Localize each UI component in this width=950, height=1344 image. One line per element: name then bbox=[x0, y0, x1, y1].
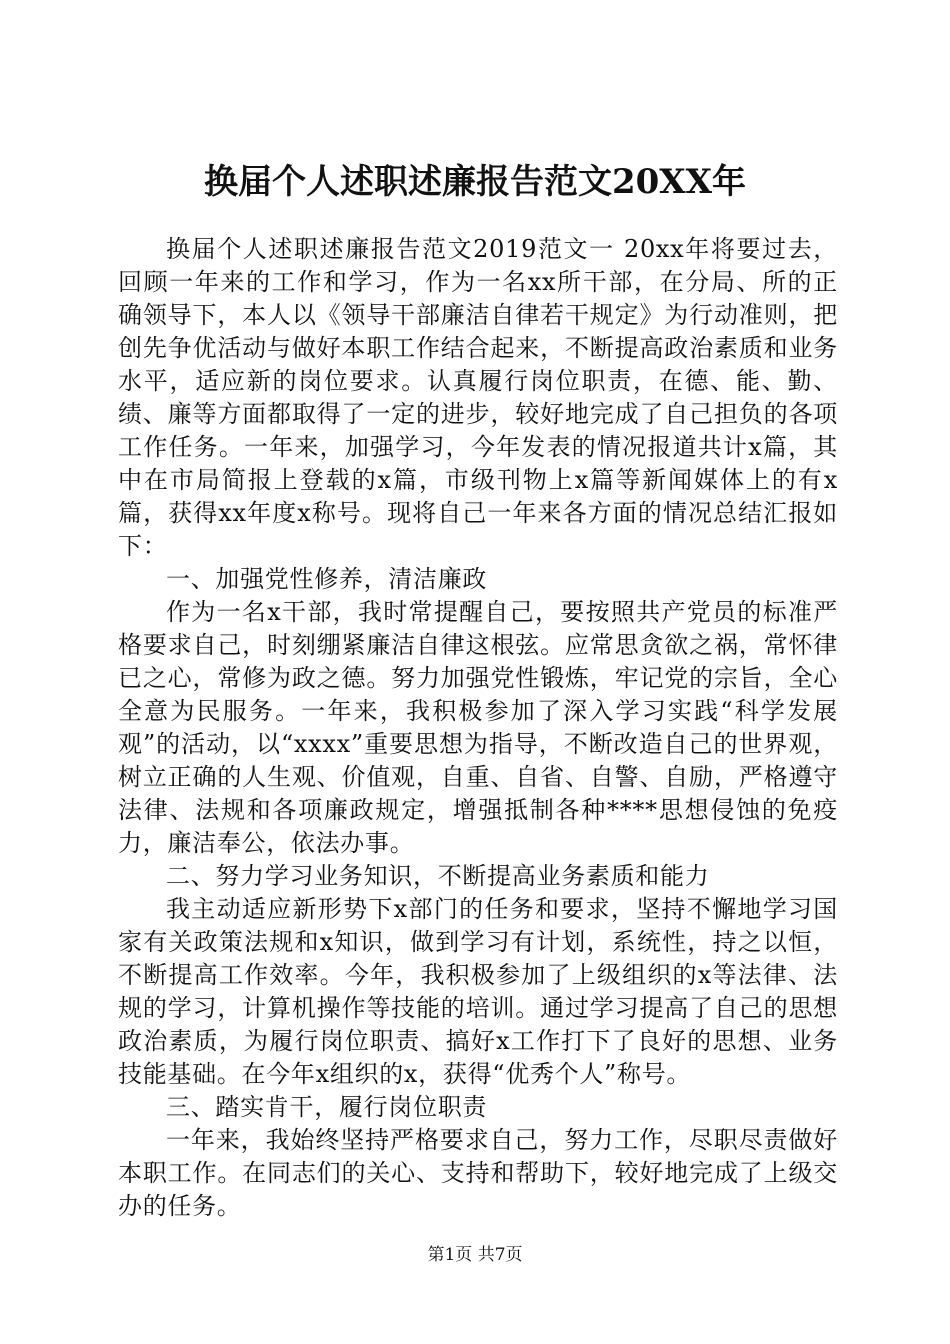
section-3-paragraph: 一年来，我始终坚持严格要求自己，努力工作，尽职尽责做好本职工作。在同志们的关心、支持和帮助下，较好地完成了上级交办的任务。 bbox=[118, 1126, 838, 1220]
document-title: 换届个人述职述廉报告范文20XX年 bbox=[203, 162, 747, 202]
section-heading-1: 一、加强党性修养，清洁廉政 bbox=[166, 565, 488, 593]
intro-paragraph: 换届个人述职述廉报告范文2019范文一 20xx年将要过去，回顾一年来的工作和学习，作为一名xx所干部，在分局、所的正确领导下，本人以《领导干部廉洁自律若干规定》为行动准则，把创先争优活动与做好本职工作结合起来，不断提高政治素质和业务水平，适应新的岗位要求。认真履行岗位职责，在德、能、勤、绩、廉等方面都取得了一定的进步，较好地完成了自己担负的各项工作任务。一年来，加强学习，今年发表的情况报道共计x篇，其中在市局简报上登载的x篇，市级刊物上x篇等新闻媒体上的有x篇，获得xx年度x称号。现将自己一年来各方面的情况总结汇报如下： bbox=[118, 235, 838, 560]
section-heading-3: 三、踏实肯干，履行岗位职责 bbox=[166, 1093, 488, 1121]
page-number-footer: 第1页 共7页 bbox=[427, 1245, 523, 1265]
section-2-paragraph: 我主动适应新形势下x部门的任务和要求，坚持不懈地学习国家有关政策法规和x知识，做到学习有计划，系统性，持之以恒，不断提高工作效率。今年，我积极参加了上级组织的x等法律、法规的学习，计算机操作等技能的培训。通过学习提高了自己的思想政治素质，为履行岗位职责、搞好x工作打下了良好的思想、业务技能基础。在今年x组织的x，获得“优秀个人”称号。 bbox=[118, 895, 838, 1088]
section-heading-2: 二、努力学习业务知识，不断提高业务素质和能力 bbox=[166, 862, 710, 890]
section-1-paragraph: 作为一名x干部，我时常提醒自己，要按照共产党员的标准严格要求自己，时刻绷紧廉洁自律这根弦。应常思贪欲之祸，常怀律已之心，常修为政之德。努力加强党性锻炼，牢记党的宗旨，全心全意为民服务。一年来，我积极参加了深入学习实践“科学发展观”的活动，以“xxxx”重要思想为指导，不断改造自己的世界观，树立正确的人生观、价值观，自重、自省、自警、自励，严格遵守法律、法规和各项廉政规定，增强抵制各种****思想侵蚀的免疫力，廉洁奉公，依法办事。 bbox=[118, 598, 838, 857]
document-body bbox=[118, 233, 838, 1223]
